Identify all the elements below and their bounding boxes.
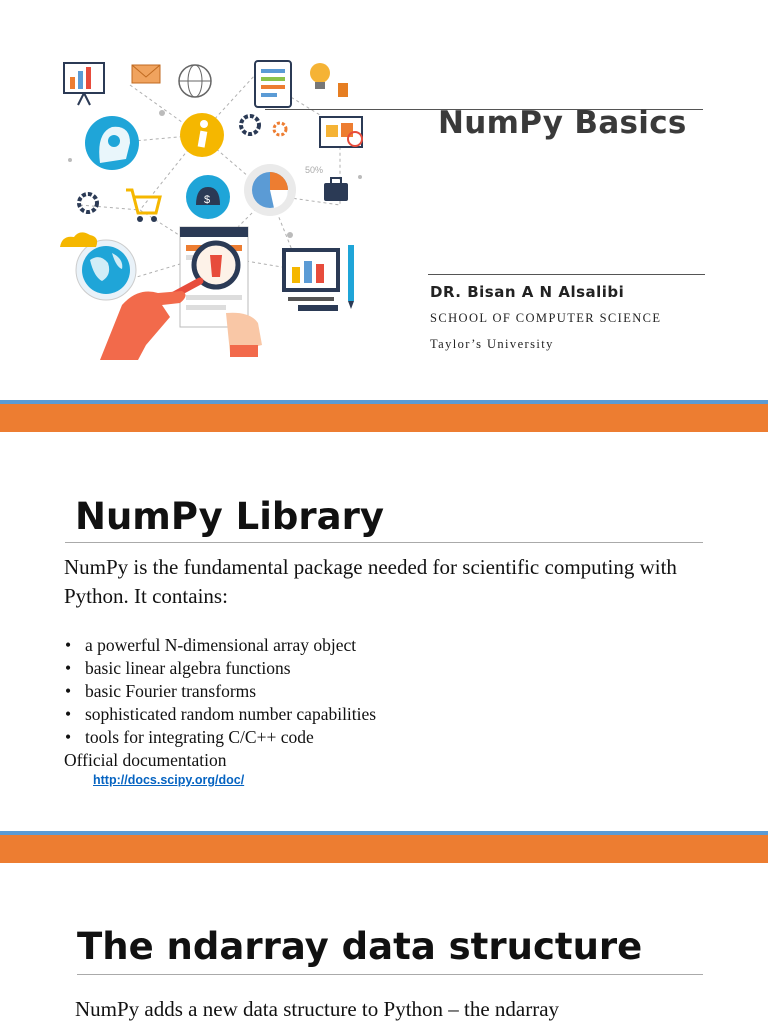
pie-chart-icon (244, 164, 296, 216)
intro-paragraph: NumPy is the fundamental package needed for scientific computing with Python. It contains: (64, 555, 677, 608)
ndarray-slide (0, 865, 768, 1024)
list-item: • tools for integrating C/C++ code (64, 726, 376, 749)
tablet-icon (255, 61, 291, 107)
list-item: • basic Fourier transforms (64, 680, 376, 703)
mail-icon (132, 65, 160, 83)
svg-text:$: $ (204, 194, 211, 206)
title-rule (77, 974, 703, 975)
slide-separator (0, 400, 768, 434)
briefcase-icon (324, 178, 348, 201)
monitor-icon (282, 248, 340, 311)
world-map-icon (60, 232, 136, 300)
info-icon (180, 113, 224, 157)
globe-icon (179, 65, 211, 97)
numpy-library-slide (0, 433, 768, 831)
pen-icon (348, 245, 354, 309)
infographic-illustration (50, 55, 380, 360)
money-bag-icon (186, 175, 230, 219)
title-rule (65, 542, 703, 543)
slide-title: The ndarray data structure (77, 925, 643, 968)
slide-title: NumPy Basics (438, 105, 687, 141)
list-item: • a powerful N-dimensional array object (64, 634, 376, 657)
list-item: • sophisticated random number capabilities (64, 703, 376, 726)
docs-label: Official documentation (64, 750, 227, 770)
presentation-icon (64, 63, 104, 105)
list-item: • basic linear algebra functions (64, 657, 376, 680)
university-name: Taylor’s University (430, 337, 554, 351)
author-name: DR. Bisan A N Alsalibi (430, 283, 625, 301)
title-slide (0, 0, 768, 400)
head-gears-icon (85, 116, 139, 170)
percent-label: 50% (305, 165, 324, 175)
slide-title: NumPy Library (75, 495, 384, 538)
body-text: NumPy adds a new data structure to Python – the ndarray (75, 997, 560, 1021)
feature-list (64, 634, 376, 749)
school-name: SCHOOL OF COMPUTER SCIENCE (430, 311, 662, 325)
docs-link[interactable]: http://docs.scipy.org/doc/ (93, 773, 245, 787)
author-rule (428, 274, 705, 275)
monitor-icon (320, 117, 362, 147)
slide-separator (0, 831, 768, 865)
lightbulb-icon (310, 63, 348, 97)
